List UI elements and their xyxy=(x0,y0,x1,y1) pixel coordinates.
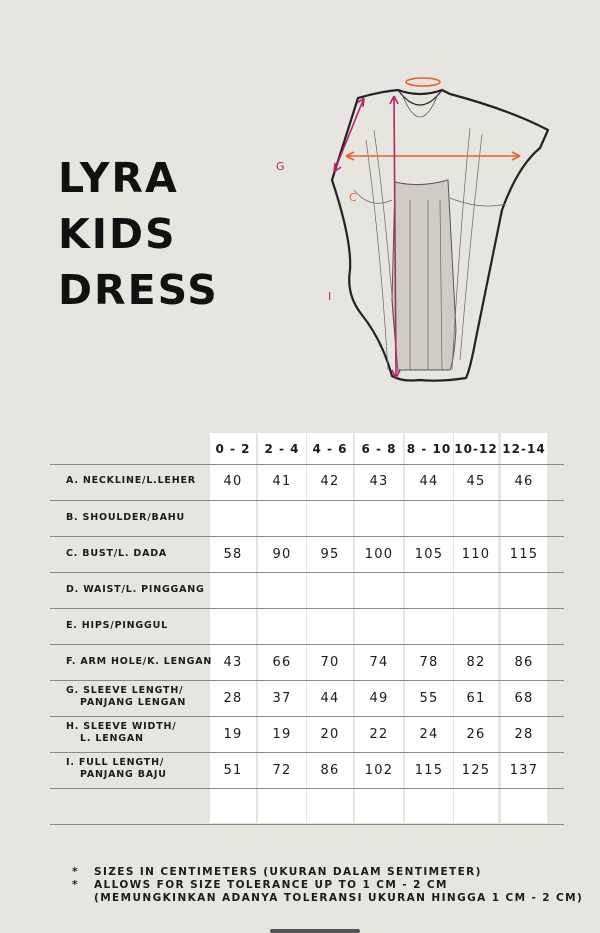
row-label xyxy=(66,584,205,596)
table-cell: 100 xyxy=(364,547,394,562)
table-cell: 45 xyxy=(466,474,486,489)
row-label-line: A. NECKLINE/L.LEHER xyxy=(66,475,196,486)
table-cell: 68 xyxy=(514,691,534,706)
row-divider xyxy=(50,536,564,537)
row-label xyxy=(66,512,185,524)
table-cell: 86 xyxy=(320,763,340,778)
table-cell: 86 xyxy=(514,655,534,670)
table-cell: 110 xyxy=(461,547,491,562)
row-label xyxy=(66,656,212,668)
table-cell: 40 xyxy=(223,474,243,489)
label-i: I xyxy=(328,290,332,303)
table-cell: 20 xyxy=(320,727,340,742)
label-c: C xyxy=(349,191,357,204)
table-cell: 49 xyxy=(369,691,389,706)
table-cell: 102 xyxy=(364,763,394,778)
row-divider xyxy=(50,572,564,573)
row-label-line: E. HIPS/PINGGUL xyxy=(66,620,168,631)
table-cell: 137 xyxy=(509,763,539,778)
row-label-line: F. ARM HOLE/K. LENGAN xyxy=(66,656,213,667)
row-label-line: H. SLEEVE WIDTH/ xyxy=(66,721,177,732)
table-cell: 51 xyxy=(223,763,243,778)
table-cell: 46 xyxy=(514,474,534,489)
title-line: LYRA xyxy=(58,154,179,202)
table-cell: 58 xyxy=(223,547,243,562)
size-header: 4 - 6 xyxy=(312,442,348,456)
row-divider xyxy=(50,608,564,609)
row-label-line: I. FULL LENGTH/ xyxy=(66,757,165,768)
table-cell: 28 xyxy=(514,727,534,742)
table-cell: 72 xyxy=(272,763,292,778)
table-cell: 22 xyxy=(369,727,389,742)
table-cell: 41 xyxy=(272,474,292,489)
row-label-line: PANJANG LENGAN xyxy=(80,697,187,708)
table-cell: 78 xyxy=(419,655,439,670)
row-divider xyxy=(50,824,564,825)
table-cell: 61 xyxy=(466,691,486,706)
table-cell: 26 xyxy=(466,727,486,742)
note-line: * ALLOWS FOR SIZE TOLERANCE UP TO 1 CM - 2 CM xyxy=(72,879,448,891)
size-header: 0 - 2 xyxy=(215,442,251,456)
row-label-line: D. WAIST/L. PINGGANG xyxy=(66,584,205,595)
table-cell: 66 xyxy=(272,655,292,670)
table-cell: 115 xyxy=(509,547,539,562)
title-line: DRESS xyxy=(58,266,219,314)
table-cell: 44 xyxy=(320,691,340,706)
row-label xyxy=(66,475,196,487)
row-label xyxy=(66,757,167,781)
table-cell: 55 xyxy=(419,691,439,706)
table-cell: 44 xyxy=(419,474,439,489)
row-label xyxy=(66,620,168,632)
label-g: G xyxy=(276,160,285,173)
table-cell: 43 xyxy=(369,474,389,489)
product-title xyxy=(58,150,219,318)
row-divider xyxy=(50,644,564,645)
row-divider xyxy=(50,716,564,717)
row-divider xyxy=(50,464,564,465)
table-cell: 105 xyxy=(414,547,444,562)
table-cell: 90 xyxy=(272,547,292,562)
table-cell: 28 xyxy=(223,691,243,706)
row-label-line: B. SHOULDER/BAHU xyxy=(66,512,186,523)
note-line: (MEMUNGKINKAN ADANYA TOLERANSI UKURAN HINGGA 1 CM - 2 CM) xyxy=(94,892,584,904)
dress-sketch-diagram xyxy=(270,70,570,390)
row-label-line: L. LENGAN xyxy=(80,733,144,744)
title-line: KIDS xyxy=(58,210,177,258)
row-divider xyxy=(50,500,564,501)
table-cell: 19 xyxy=(272,727,292,742)
row-label-line: PANJANG BAJU xyxy=(80,769,167,780)
row-label-line: C. BUST/L. DADA xyxy=(66,548,168,559)
table-cell: 24 xyxy=(419,727,439,742)
table-cell: 115 xyxy=(414,763,444,778)
size-header: 10-12 xyxy=(454,442,498,456)
table-cell: 19 xyxy=(223,727,243,742)
row-label xyxy=(66,548,167,560)
home-indicator xyxy=(270,929,360,933)
size-notes xyxy=(72,866,583,905)
size-header: 12-14 xyxy=(502,442,546,456)
table-cell: 37 xyxy=(272,691,292,706)
row-label xyxy=(66,721,177,745)
table-cell: 42 xyxy=(320,474,340,489)
table-cell: 70 xyxy=(320,655,340,670)
table-cell: 74 xyxy=(369,655,389,670)
row-divider xyxy=(50,788,564,789)
row-divider xyxy=(50,752,564,753)
size-header: 2 - 4 xyxy=(264,442,300,456)
table-cell: 43 xyxy=(223,655,243,670)
size-header: 8 - 10 xyxy=(406,442,452,456)
size-header: 6 - 8 xyxy=(361,442,397,456)
table-cell: 82 xyxy=(466,655,486,670)
table-cell: 95 xyxy=(320,547,340,562)
note-line: * SIZES IN CENTIMETERS (UKURAN DALAM SENTIMETER) xyxy=(72,866,482,878)
row-label xyxy=(66,685,186,709)
row-label-line: G. SLEEVE LENGTH/ xyxy=(66,685,184,696)
table-cell: 125 xyxy=(461,763,491,778)
row-divider xyxy=(50,680,564,681)
